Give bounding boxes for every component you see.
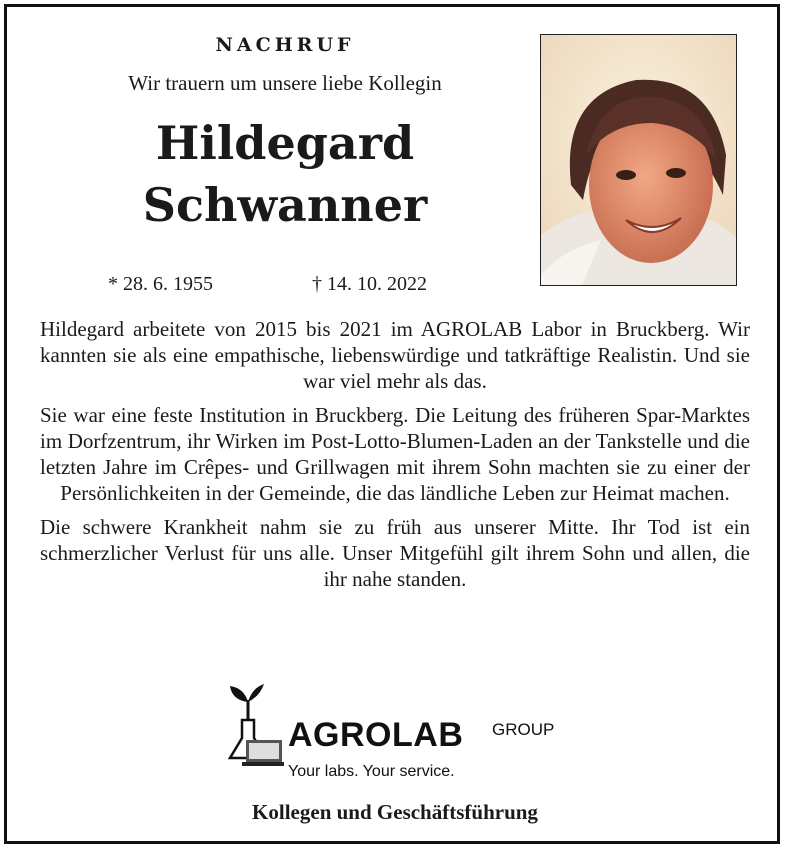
portrait-image [541, 35, 737, 286]
death-date: † 14. 10. 2022 [312, 273, 427, 295]
birth-date: * 28. 6. 1955 [108, 273, 213, 295]
notice-header [40, 30, 530, 236]
agrolab-logo [220, 678, 580, 788]
paragraph-2: Sie war eine feste Institution in Bruckberg. Die Leitung des früheren Spar-Marktes im Dorfzentrum, ihr Wirken im Post-Lotto-Blumen-Laden an der Tankstelle und die letzten Jahre im Crêpes- und Grillwagen mit ihrem Sohn machten sie zu einer der Persönlichkeiten in der Gemeinde, die das ländliche Leben zur Heimat machen. [40, 403, 750, 505]
last-name: Schwanner [142, 178, 428, 232]
portrait-photo [540, 34, 737, 286]
paragraph-1: Hildegard arbeitete von 2015 bis 2021 im AGROLAB Labor in Bruckberg. Wir kannten sie als eine empathische, liebenswürdige und tatkräftige Realistin. Und sie war viel mehr als das. [40, 317, 750, 393]
logo-group: GROUP [492, 720, 555, 739]
lab-plant-icon [224, 678, 284, 768]
paragraph-3: Die schwere Krankheit nahm sie zu früh aus unserer Mitte. Ihr Tod ist ein schmerzlicher Verlust für uns alle. Unser Mitgefühl gilt ihrem Sohn und allen, die ihr nahe standen. [40, 515, 750, 591]
signoff: Kollegen und Geschäftsführung [252, 800, 538, 824]
notice-kicker: NACHRUF [215, 34, 355, 56]
notice-intro: Wir trauern um unsere liebe Kollegin [128, 71, 442, 95]
logo-wordmark: AGROLAB [288, 716, 464, 754]
deceased-name [40, 112, 530, 236]
obituary-text [40, 316, 750, 600]
logo-tagline: Your labs. Your service. [288, 763, 455, 780]
first-name: Hildegard [155, 116, 415, 170]
